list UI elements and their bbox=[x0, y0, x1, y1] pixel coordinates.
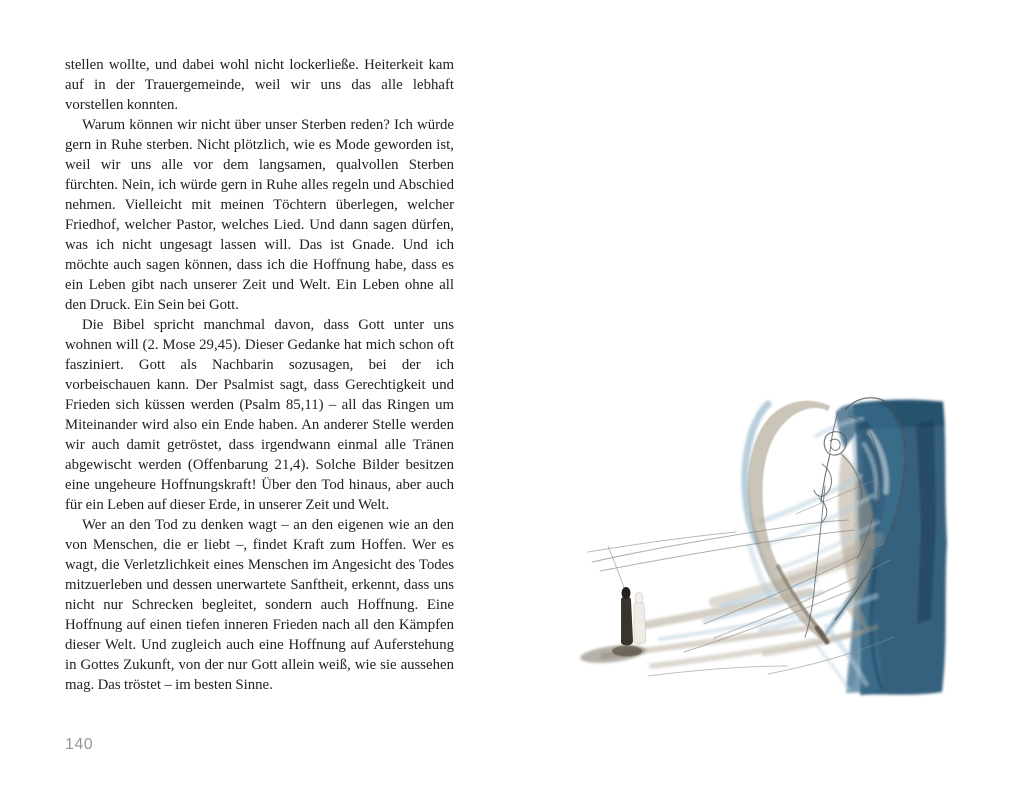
paragraph-3: Die Bibel spricht manchmal davon, dass Gott unter uns wohnen will (2. Mose 29,45). Dieser Gedanke hat mich schon oft fasziniert. Gott als Nachbarin sozusagen, bei der ich vorbeischauen kann. Der Psalmist sagt, dass Gerechtigkeit und Frieden sich küssen werden (Psalm 85,11) – all das Ringen um Miteinander wird also ein Ende haben. An anderer Stelle werden wir auch damit getröstet, dass irgendwann einmal alle Tränen abgewischt werden (Offenbarung 21,4). Solche Bilder besitzen eine ungeheure Hoffnungskraft! Über den Tod hinaus, aber auch für ein Leben auf dieser Erde, in unserer Zeit und Welt. bbox=[65, 317, 454, 513]
body-text bbox=[65, 55, 454, 695]
figure-shadow-core bbox=[612, 646, 642, 657]
light-figure-body bbox=[634, 601, 646, 644]
standing-figures bbox=[579, 587, 646, 666]
watercolor-washes bbox=[604, 400, 947, 695]
paragraph-1: stellen wollte, und dabei wohl nicht lockerließe. Heiterkeit kam auf in der Trauergemeinde, weil wir uns das alle lebhaft vorstellen konnten. bbox=[65, 57, 454, 113]
light-figure-head bbox=[635, 593, 643, 604]
paragraph-4: Wer an den Tod zu denken wagt – an den eigenen wie an den von Menschen, die er liebt –, findet Kraft zum Hoffen. Wer es wagt, die Verletzlichkeit eines Menschen im Angesicht des Todes mitzuerleben und dessen unerwartete Sanftheit, erkennt, dass uns nicht nur Schrecken begleitet, sondern auch Hoffnung. Eine Hoffnung auf einen tiefen inneren Frieden nach all den Kämpfen dieser Welt. Und zugleich auch eine Hoffnung auf Auferstehung in Gottes Zukunft, von der nur Gott allein weiß, wie sie aussehen mag. Das tröstet – im besten Sinne. bbox=[65, 517, 454, 693]
paragraph-2: Warum können wir nicht über unser Sterben reden? Ich würde gern in Ruhe sterben. Nicht plötzlich, wie es Mode geworden ist, weil wir uns alle vor dem langsamen, qualvollen Sterben fürchten. Nein, ich würde gern in Ruhe alles regeln und Abschied nehmen. Vielleicht mit meinen Töchtern überlegen, welcher Friedhof, welcher Pastor, welches Lied. Und dann sagen dürfen, was ich nicht ungesagt lassen will. Das ist Gnade. Und ich möchte auch sagen können, dass ich die Hoffnung habe, dass es ein Leben gibt nach unserer Zeit und Welt. Ein Leben ohne all den Druck. Ein Sein bei Gott. bbox=[65, 117, 454, 313]
dark-figure-body bbox=[621, 596, 633, 645]
dark-figure-head bbox=[622, 587, 631, 599]
page-number: 140 bbox=[65, 736, 94, 753]
watercolor-heart-illustration bbox=[564, 394, 954, 709]
right-page bbox=[510, 0, 1020, 812]
